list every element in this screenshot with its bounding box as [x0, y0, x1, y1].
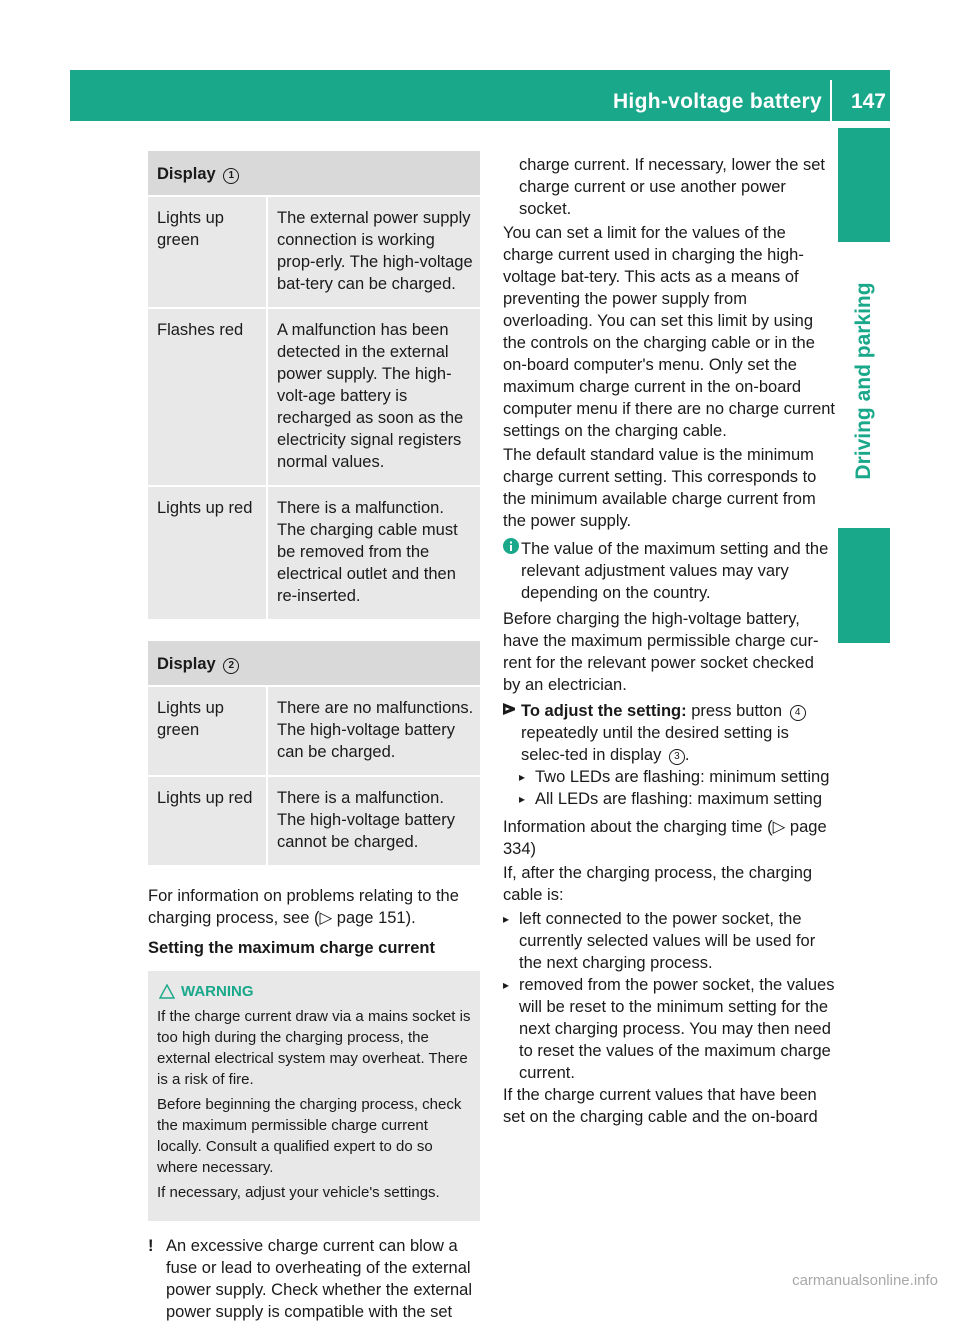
right-column	[503, 154, 835, 1130]
display-3-marker: 3	[669, 749, 685, 765]
warning-triangle-icon	[159, 984, 175, 999]
warning-header	[157, 981, 472, 1002]
page-section-title: High-voltage battery	[612, 90, 822, 113]
paragraph: If, after the charging process, the charging cable is:	[503, 864, 813, 904]
list-item-text: removed from the power socket, the values will be reset to the minimum setting for the next charging process. You may then need to reset the values of the maximum charge current.	[519, 976, 835, 1082]
bullet-icon: ▸	[503, 978, 510, 992]
section-heading: Setting the maximum charge current	[148, 939, 435, 957]
table-heading-text: Display	[157, 165, 216, 183]
table-row	[148, 195, 480, 307]
info-note	[503, 538, 835, 604]
display-2-marker: 2	[223, 658, 239, 674]
warning-text: If necessary, adjust your vehicle's settings.	[157, 1184, 440, 1201]
display-1-table	[148, 151, 480, 619]
list-item	[503, 974, 835, 1084]
list-item	[503, 908, 835, 974]
header-bar	[70, 70, 890, 121]
info-icon	[503, 538, 521, 604]
result-item	[503, 766, 835, 788]
meaning-cell: The external power supply connection is working prop-erly. The high-voltage bat-tery can be charged.	[277, 209, 473, 293]
display-1-table-heading	[148, 151, 480, 195]
table-row	[148, 685, 480, 775]
left-column	[148, 151, 480, 1323]
watermark: carmanualsonline.info	[792, 1272, 938, 1289]
status-cell: Lights up red	[157, 777, 268, 865]
warning-text: If the charge current draw via a mains socket is too high during the charging process, the external electrical system may overheat. There is a risk of fire.	[157, 1008, 471, 1088]
paragraph: The default standard value is the minimum charge current setting. This corresponds to the minimum available charge current from the power supply.	[503, 446, 817, 530]
status-cell: Lights up red	[157, 487, 268, 619]
page-number: 147	[850, 90, 886, 113]
display-2-table	[148, 641, 480, 865]
meaning-cell: There is a malfunction. The charging cable must be removed from the electrical outlet and then re-inserted.	[277, 499, 458, 605]
side-tab-block-top	[838, 128, 890, 242]
info-text: The value of the maximum setting and the relevant adjustment values may vary depending on the country.	[521, 540, 829, 602]
notice-text: An excessive charge current can blow a fuse or lead to overheating of the external power supply. Check whether the external power supply is compatible with the set	[166, 1237, 473, 1321]
meaning-cell: A malfunction has been detected in the external power supply. The high-volt-age battery is recharged as soon as the electricity signal registers normal values.	[277, 321, 464, 471]
result-text: Two LEDs are flashing: minimum setting	[535, 768, 830, 786]
warning-label: WARNING	[181, 983, 254, 1000]
bullet-icon: ▸	[503, 912, 510, 926]
side-tab	[838, 250, 890, 512]
step-text-b: repeatedly until the desired setting is selec-ted in display	[521, 724, 789, 764]
paragraph: Before charging the high-voltage battery, have the maximum permissible charge cur-rent for the relevant power socket checked by an electrician.	[503, 610, 819, 694]
button-4-marker: 4	[790, 705, 806, 721]
status-cell: Lights up green	[157, 687, 268, 775]
bullet-icon: ▸	[519, 792, 526, 806]
list-item-text: left connected to the power socket, the currently selected values will be used for the next charging process.	[519, 910, 816, 972]
step-text	[521, 700, 835, 766]
table-heading-text: Display	[157, 655, 216, 673]
bullet-icon: ▸	[519, 770, 526, 784]
step-end: .	[684, 746, 690, 764]
header-divider	[830, 80, 832, 121]
result-item	[503, 788, 835, 810]
meaning-cell: There is a malfunction. The high-voltage battery cannot be charged.	[277, 789, 455, 851]
notice	[148, 1235, 480, 1323]
side-tab-block-bottom	[838, 528, 890, 643]
table-row	[148, 775, 480, 865]
continued-text: charge current. If necessary, lower the set charge current or use another power socket.	[519, 156, 825, 218]
side-tab-label: Driving and parking	[852, 282, 875, 480]
paragraph: If the charge current values that have been set on the charging cable and the on-board	[503, 1086, 818, 1126]
result-text: All LEDs are flashing: maximum setting	[535, 790, 823, 808]
instruction-step	[503, 700, 835, 766]
warning-box	[148, 971, 480, 1221]
meaning-cell: There are no malfunctions. The high-voltage battery can be charged.	[277, 699, 474, 761]
status-cell: Flashes red	[157, 309, 268, 485]
status-cell: Lights up green	[157, 197, 268, 307]
step-label: To adjust the setting:	[521, 702, 687, 720]
warning-text: Before beginning the charging process, check the maximum permissible charge current locally. Consult a qualified expert to do so where necessary.	[157, 1096, 462, 1176]
paragraph: You can set a limit for the values of the charge current used in charging the high-voltage bat-tery. This acts as a means of preventing the power supply from overloading. You can set this limit by using the controls on the charging cable or in the on-board computer's menu. Only set the maximum charge current in the on-board computer menu if there are no charge current settings on the charging cable.	[503, 224, 836, 440]
paragraph: Information about the charging time (▷ page 334)	[503, 818, 827, 858]
exclamation-icon: !	[148, 1237, 154, 1255]
table-row	[148, 307, 480, 485]
table-row	[148, 485, 480, 619]
step-text-a: press button	[691, 702, 783, 720]
display-1-marker: 1	[223, 168, 239, 184]
problems-reference: For information on problems relating to the charging process, see (▷ page 151).	[148, 887, 459, 927]
step-arrow-icon	[503, 700, 521, 766]
display-2-table-heading	[148, 641, 480, 685]
